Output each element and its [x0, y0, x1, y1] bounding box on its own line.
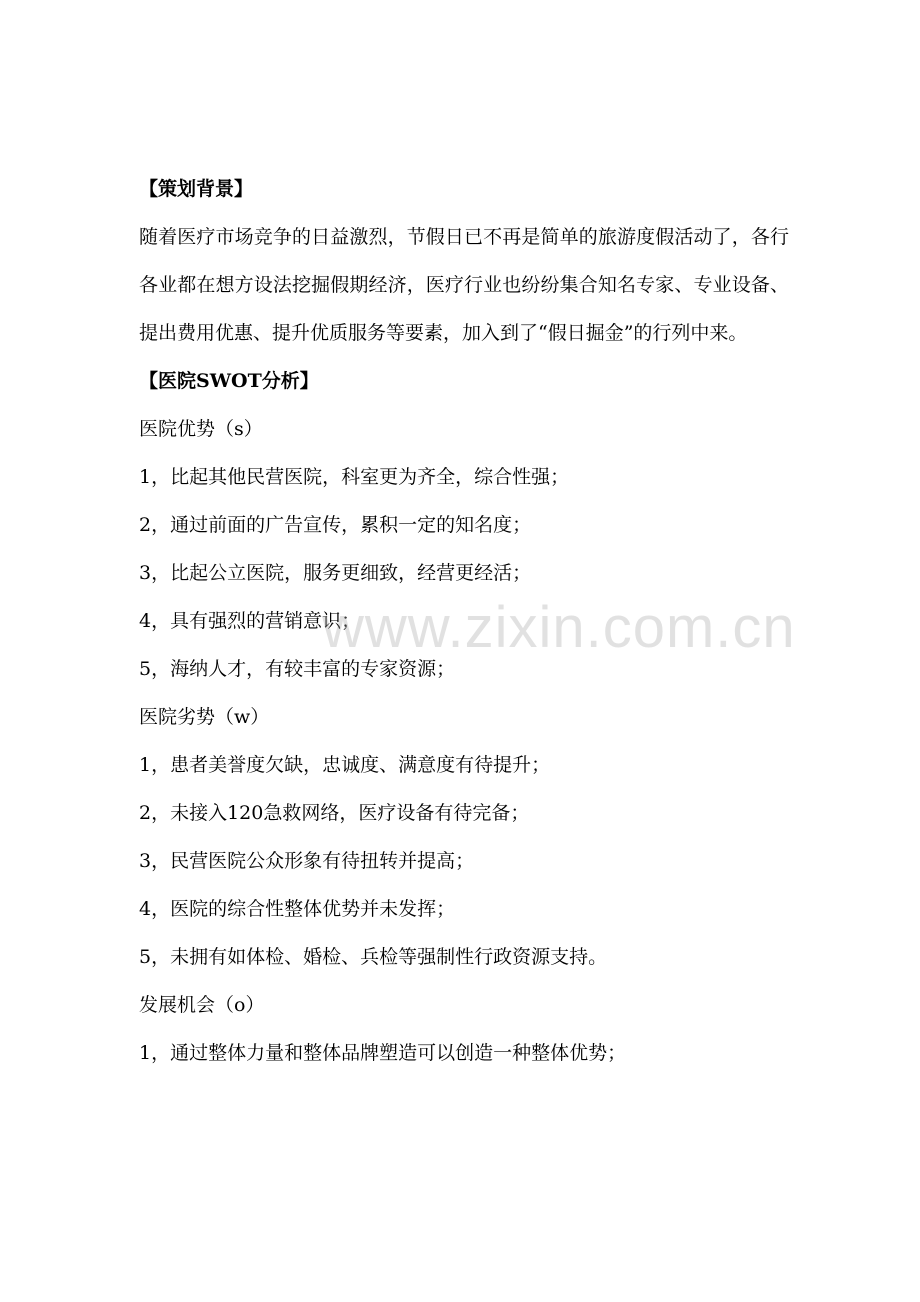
section-heading-background: 【策划背景】 [139, 178, 254, 200]
strength-item-3: 3，比起公立医院，服务更细致，经营更经活； [139, 562, 532, 584]
strength-item-5: 5，海纳人才，有较丰富的专家资源； [139, 658, 456, 680]
strength-item-2: 2，通过前面的广告宣传，累积一定的知名度； [139, 514, 532, 536]
watermark: www.zixin.com.cn [322, 595, 796, 660]
weaknesses-title: 医院劣势（w） [139, 706, 270, 728]
weakness-item-3: 3，民营医院公众形象有待扭转并提高； [139, 850, 475, 872]
section-heading-swot: 【医院SWOT分析】 [139, 370, 319, 392]
weakness-item-4: 4，医院的综合性整体优势并未发挥； [139, 898, 456, 920]
strengths-title: 医院优势（s） [139, 418, 263, 440]
opportunities-title: 发展机会（o） [139, 994, 265, 1016]
background-paragraph: 随着医疗市场竞争的日益激烈，节假日已不再是简单的旅游度假活动了，各行各业都在想方设法挖掘假期经济，医疗行业也纷纷集合知名专家、专业设备、提出费用优惠、提升优质服务等要素，加入到了“假日掘金”的行列中来。 [139, 226, 789, 344]
strength-item-4: 4，具有强烈的营销意识； [139, 610, 361, 632]
weakness-item-5: 5，未拥有如体检、婚检、兵检等强制性行政资源支持。 [139, 946, 608, 968]
strength-item-1: 1，比起其他民营医院，科室更为齐全，综合性强； [139, 466, 570, 488]
weakness-item-2: 2，未接入120急救网络，医疗设备有待完备； [139, 802, 530, 824]
weakness-item-1: 1，患者美誉度欠缺，忠诚度、满意度有待提升； [139, 754, 551, 776]
opportunity-item-1: 1，通过整体力量和整体品牌塑造可以创造一种整体优势； [139, 1042, 627, 1064]
